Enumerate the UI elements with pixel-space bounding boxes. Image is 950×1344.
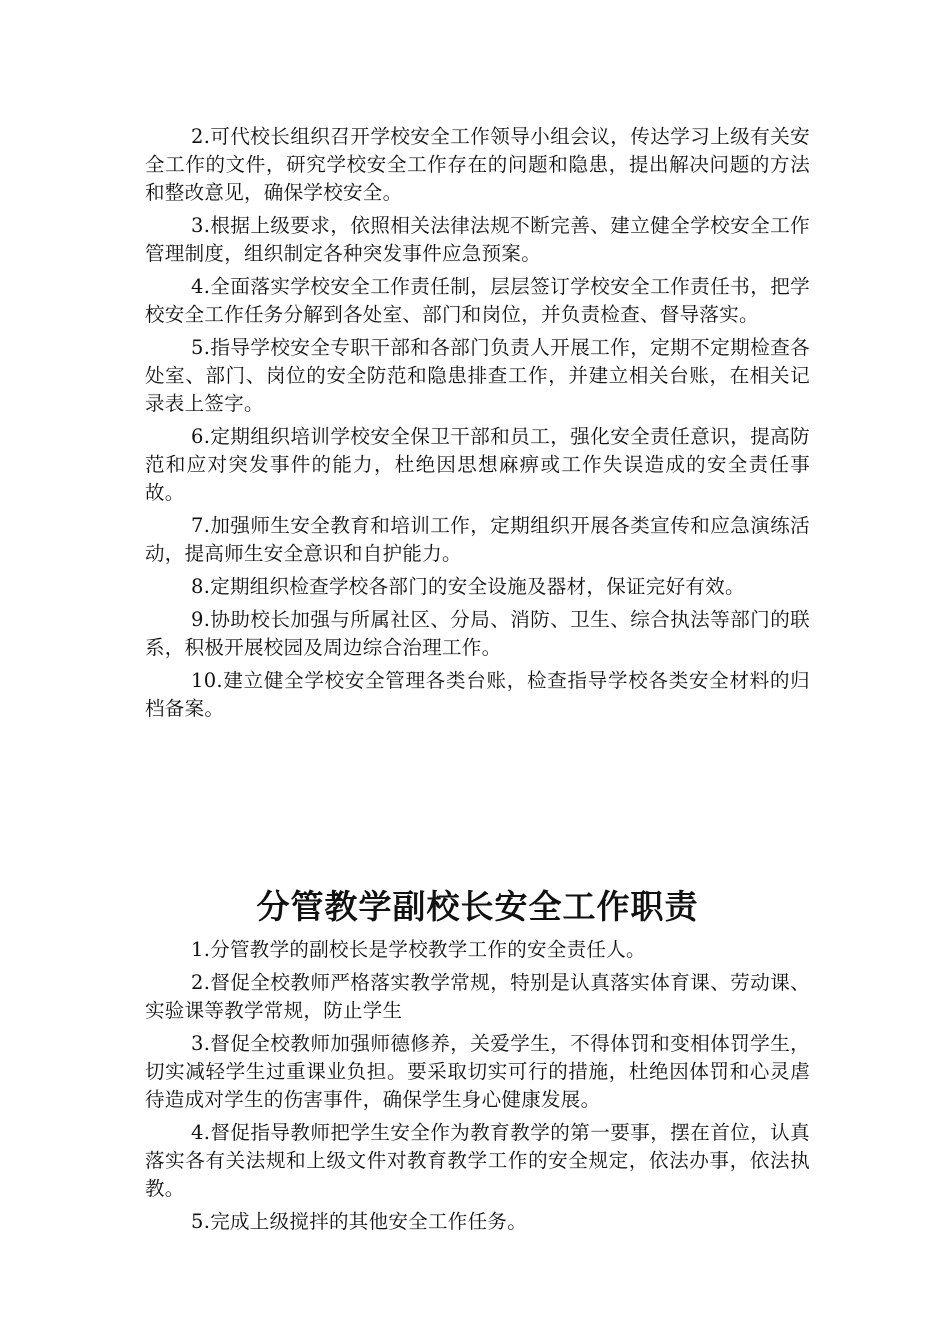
duty-item-7: 7.加强师生安全教育和培训工作，定期组织开展各类宣传和应急演练活动，提高师生安全意识和自护能力。 <box>145 514 810 565</box>
teaching-duty-item-5: 5.完成上级搅拌的其他安全工作任务。 <box>191 1210 528 1233</box>
duty-item-2: 2.可代校长组织召开学校安全工作领导小组会议，传达学习上级有关安全工作的文件，研究学校安全工作存在的问题和隐患，提出解决问题的方法和整改意见，确保学校安全。 <box>145 125 810 204</box>
duty-item-5: 5.指导学校安全专职干部和各部门负责人开展工作，定期不定期检查各处室、部门、岗位的安全防范和隐患排查工作，并建立相关台账，在相关记录表上签字。 <box>145 336 810 415</box>
duty-item-4: 4.全面落实学校安全工作责任制，层层签订学校安全工作责任书，把学校安全工作任务分解到各处室、部门和岗位，并负责检查、督导落实。 <box>145 275 810 326</box>
duty-item-8: 8.定期组织检查学校各部门的安全设施及器材，保证完好有效。 <box>191 575 745 598</box>
teaching-duty-item-3: 3.督促全校教师加强师德修养，关爱学生，不得体罚和变相体罚学生，切实减轻学生过重课业负担。要采取切实可行的措施，杜绝因体罚和心灵虐待造成对学生的伤害事件，确保学生身心健康发展。 <box>145 1032 810 1111</box>
section-title: 分管教学副校长安全工作职责 <box>256 887 699 926</box>
teaching-vice-principal-duties <box>145 884 810 1241</box>
teaching-duty-item-2: 2.督促全校教师严格落实教学常规，特别是认真落实体育课、劳动课、实验课等教学常规，防止学生 <box>145 971 810 1022</box>
teaching-duty-item-1: 1.分管教学的副校长是学校教学工作的安全责任人。 <box>191 938 646 961</box>
duty-item-6: 6.定期组织培训学校安全保卫干部和员工，强化安全责任意识，提高防范和应对突发事件的能力，杜绝因思想麻痹或工作失误造成的安全责任事故。 <box>145 425 810 504</box>
duty-item-9: 9.协助校长加强与所属社区、分局、消防、卫生、综合执法等部门的联系，积极开展校园及周边综合治理工作。 <box>145 608 810 659</box>
duty-item-3: 3.根据上级要求，依照相关法律法规不断完善、建立健全学校安全工作管理制度，组织制定各种突发事件应急预案。 <box>145 214 810 265</box>
duties-list-continued <box>145 123 810 728</box>
duty-item-10: 10.建立健全学校安全管理各类台账，检查指导学校各类安全材料的归档备案。 <box>145 669 810 720</box>
teaching-duty-item-4: 4.督促指导教师把学生安全作为教育教学的第一要事，摆在首位，认真落实各有关法规和上级文件对教育教学工作的安全规定，依法办事，依法执教。 <box>145 1121 810 1200</box>
